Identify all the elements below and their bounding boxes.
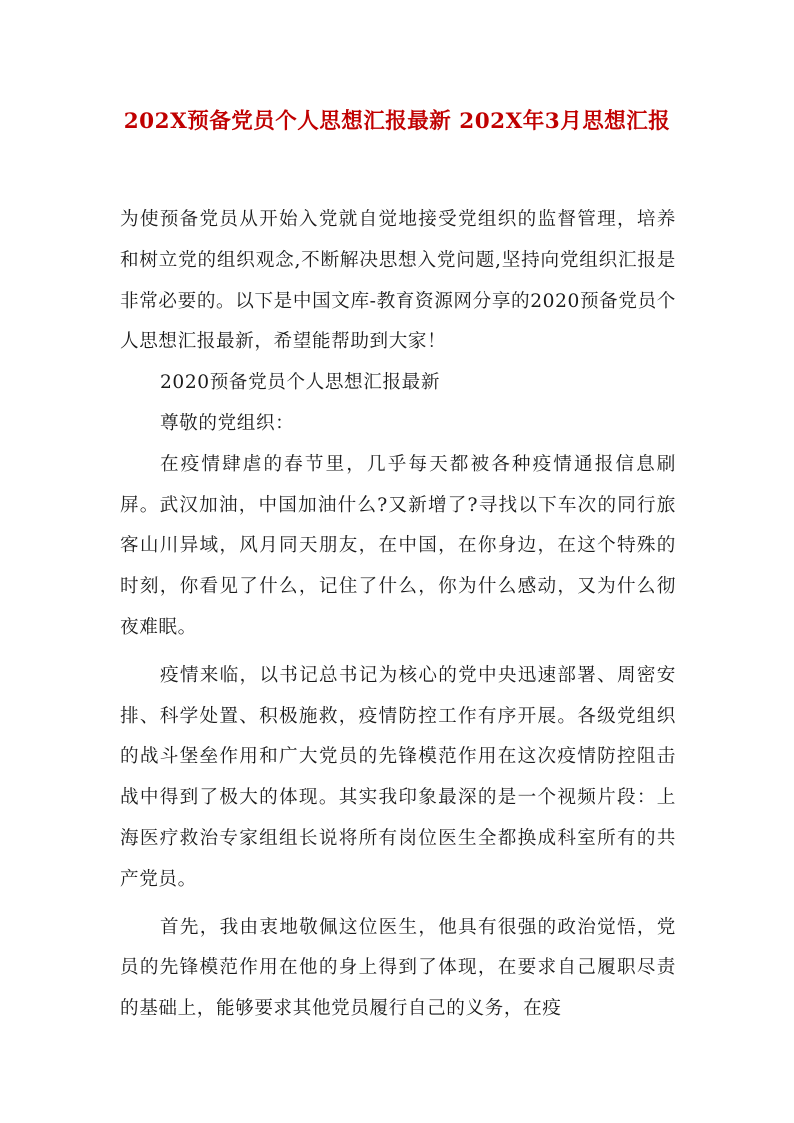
salutation: 尊敬的党组织： xyxy=(159,412,295,434)
intro-paragraph: 为使预备党员从开始入党就自觉地接受党组织的监督管理，培养和树立党的组织观念,不断解决思想入党问题,坚持向党组织汇报是非常必要的。以下是中国文库-教育资源网分享的2020预备党员个人思想汇报最新，希望能帮助到大家！ xyxy=(120,209,676,353)
body-paragraph: 在疫情肆虐的春节里，几乎每天都被各种疫情通报信息刷屏。武汉加油，中国加油什么?又新增了?寻找以下车次的同行旅客山川异域，风月同天朋友，在中国，在你身边，在这个特殊的时刻，你看见了什么，记住了什么，你为什么感动，又为什么彻夜难眠。 xyxy=(120,453,676,638)
body-paragraph: 首先，我由衷地敬佩这位医生，他具有很强的政治觉悟，党员的先锋模范作用在他的身上得到了体现，在要求自己履职尽责的基础上，能够要求其他党员履行自己的义务，在疫 xyxy=(120,916,676,1020)
document-title: 202X预备党员个人思想汇报最新 202X年3月思想汇报 xyxy=(123,109,671,134)
document-body xyxy=(120,200,676,1030)
subtitle-line: 2020预备党员个人思想汇报最新 xyxy=(159,372,441,394)
body-paragraph: 疫情来临，以书记总书记为核心的党中央迅速部署、周密安排、科学处置、积极施救，疫情防控工作有序开展。各级党组织的战斗堡垒作用和广大党员的先锋模范作用在这次疫情防控阻击战中得到了极大的体现。其实我印象最深的是一个视频片段：上海医疗救治专家组组长说将所有岗位医生全都换成科室所有的共产党员。 xyxy=(120,664,676,890)
